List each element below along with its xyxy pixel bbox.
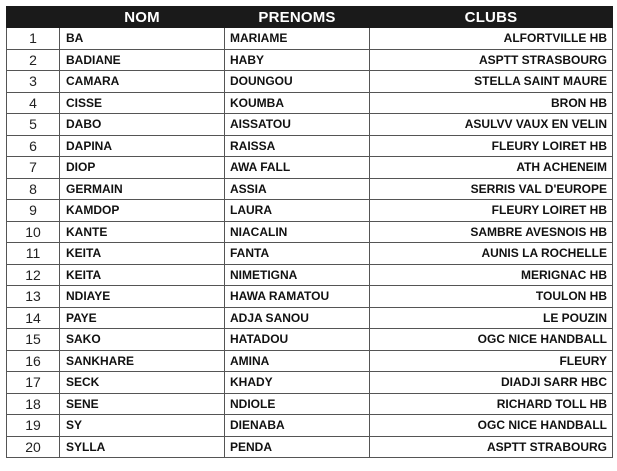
row-number: 7 bbox=[7, 157, 60, 179]
row-club: ASPTT STRABOURG bbox=[370, 436, 613, 458]
row-number: 1 bbox=[7, 28, 60, 50]
row-number: 18 bbox=[7, 393, 60, 415]
row-prenom: MARIAME bbox=[225, 28, 370, 50]
table-row bbox=[7, 221, 613, 243]
row-number: 12 bbox=[7, 264, 60, 286]
row-prenom: LAURA bbox=[225, 200, 370, 222]
row-nom: BA bbox=[60, 28, 225, 50]
table-row bbox=[7, 200, 613, 222]
row-number: 17 bbox=[7, 372, 60, 394]
row-number: 3 bbox=[7, 71, 60, 93]
header-nom: NOM bbox=[60, 7, 225, 28]
row-club: OGC NICE HANDBALL bbox=[370, 415, 613, 437]
row-prenom: KOUMBA bbox=[225, 92, 370, 114]
table-row bbox=[7, 71, 613, 93]
row-nom: SYLLA bbox=[60, 436, 225, 458]
table-row bbox=[7, 329, 613, 351]
row-prenom: RAISSA bbox=[225, 135, 370, 157]
row-number: 9 bbox=[7, 200, 60, 222]
row-club: STELLA SAINT MAURE bbox=[370, 71, 613, 93]
row-club: LE POUZIN bbox=[370, 307, 613, 329]
table-row bbox=[7, 372, 613, 394]
row-nom: PAYE bbox=[60, 307, 225, 329]
header-number bbox=[7, 7, 60, 28]
player-table bbox=[6, 6, 613, 458]
row-nom: KAMDOP bbox=[60, 200, 225, 222]
row-club: TOULON HB bbox=[370, 286, 613, 308]
table-row bbox=[7, 114, 613, 136]
table-row bbox=[7, 243, 613, 265]
row-prenom: NIMETIGNA bbox=[225, 264, 370, 286]
row-club: FLEURY bbox=[370, 350, 613, 372]
table-header bbox=[7, 7, 613, 28]
row-prenom: DOUNGOU bbox=[225, 71, 370, 93]
row-club: DIADJI SARR HBC bbox=[370, 372, 613, 394]
row-nom: DAPINA bbox=[60, 135, 225, 157]
row-prenom: PENDA bbox=[225, 436, 370, 458]
row-club: FLEURY LOIRET HB bbox=[370, 200, 613, 222]
row-prenom: KHADY bbox=[225, 372, 370, 394]
header-prenoms: PRENOMS bbox=[225, 7, 370, 28]
row-nom: SY bbox=[60, 415, 225, 437]
table-row bbox=[7, 28, 613, 50]
row-number: 6 bbox=[7, 135, 60, 157]
row-nom: CAMARA bbox=[60, 71, 225, 93]
player-list-sheet bbox=[6, 6, 612, 458]
table-row bbox=[7, 178, 613, 200]
row-prenom: ADJA SANOU bbox=[225, 307, 370, 329]
row-nom: NDIAYE bbox=[60, 286, 225, 308]
table-row bbox=[7, 157, 613, 179]
row-number: 19 bbox=[7, 415, 60, 437]
row-nom: KANTE bbox=[60, 221, 225, 243]
row-prenom: FANTA bbox=[225, 243, 370, 265]
row-club: OGC NICE HANDBALL bbox=[370, 329, 613, 351]
row-prenom: AMINA bbox=[225, 350, 370, 372]
row-prenom: NIACALIN bbox=[225, 221, 370, 243]
row-prenom: ASSIA bbox=[225, 178, 370, 200]
row-nom: SANKHARE bbox=[60, 350, 225, 372]
row-nom: SECK bbox=[60, 372, 225, 394]
row-club: FLEURY LOIRET HB bbox=[370, 135, 613, 157]
row-number: 2 bbox=[7, 49, 60, 71]
row-club: ATH ACHENEIM bbox=[370, 157, 613, 179]
row-prenom: NDIOLE bbox=[225, 393, 370, 415]
row-club: ASPTT STRASBOURG bbox=[370, 49, 613, 71]
table-row bbox=[7, 92, 613, 114]
row-club: ASULVV VAUX EN VELIN bbox=[370, 114, 613, 136]
table-row bbox=[7, 264, 613, 286]
row-number: 4 bbox=[7, 92, 60, 114]
header-clubs: CLUBS bbox=[370, 7, 613, 28]
row-nom: KEITA bbox=[60, 243, 225, 265]
row-club: MERIGNAC HB bbox=[370, 264, 613, 286]
row-nom: CISSE bbox=[60, 92, 225, 114]
row-club: BRON HB bbox=[370, 92, 613, 114]
row-club: SAMBRE AVESNOIS HB bbox=[370, 221, 613, 243]
table-row bbox=[7, 135, 613, 157]
table-row bbox=[7, 350, 613, 372]
row-number: 20 bbox=[7, 436, 60, 458]
row-club: SERRIS VAL D'EUROPE bbox=[370, 178, 613, 200]
table-row bbox=[7, 286, 613, 308]
row-number: 15 bbox=[7, 329, 60, 351]
row-nom: GERMAIN bbox=[60, 178, 225, 200]
table-row bbox=[7, 436, 613, 458]
row-nom: DIOP bbox=[60, 157, 225, 179]
table-row bbox=[7, 49, 613, 71]
row-number: 5 bbox=[7, 114, 60, 136]
row-prenom: AISSATOU bbox=[225, 114, 370, 136]
row-nom: BADIANE bbox=[60, 49, 225, 71]
row-nom: SENE bbox=[60, 393, 225, 415]
row-nom: SAKO bbox=[60, 329, 225, 351]
row-prenom: AWA FALL bbox=[225, 157, 370, 179]
row-club: ALFORTVILLE HB bbox=[370, 28, 613, 50]
row-nom: KEITA bbox=[60, 264, 225, 286]
row-number: 8 bbox=[7, 178, 60, 200]
table-row bbox=[7, 393, 613, 415]
row-club: RICHARD TOLL HB bbox=[370, 393, 613, 415]
row-prenom: HAWA RAMATOU bbox=[225, 286, 370, 308]
row-prenom: HABY bbox=[225, 49, 370, 71]
row-number: 14 bbox=[7, 307, 60, 329]
row-prenom: HATADOU bbox=[225, 329, 370, 351]
row-number: 10 bbox=[7, 221, 60, 243]
row-prenom: DIENABA bbox=[225, 415, 370, 437]
row-club: AUNIS LA ROCHELLE bbox=[370, 243, 613, 265]
row-number: 13 bbox=[7, 286, 60, 308]
row-number: 11 bbox=[7, 243, 60, 265]
table-row bbox=[7, 307, 613, 329]
header-row bbox=[7, 7, 613, 28]
table-body bbox=[7, 28, 613, 458]
row-nom: DABO bbox=[60, 114, 225, 136]
row-number: 16 bbox=[7, 350, 60, 372]
table-row bbox=[7, 415, 613, 437]
